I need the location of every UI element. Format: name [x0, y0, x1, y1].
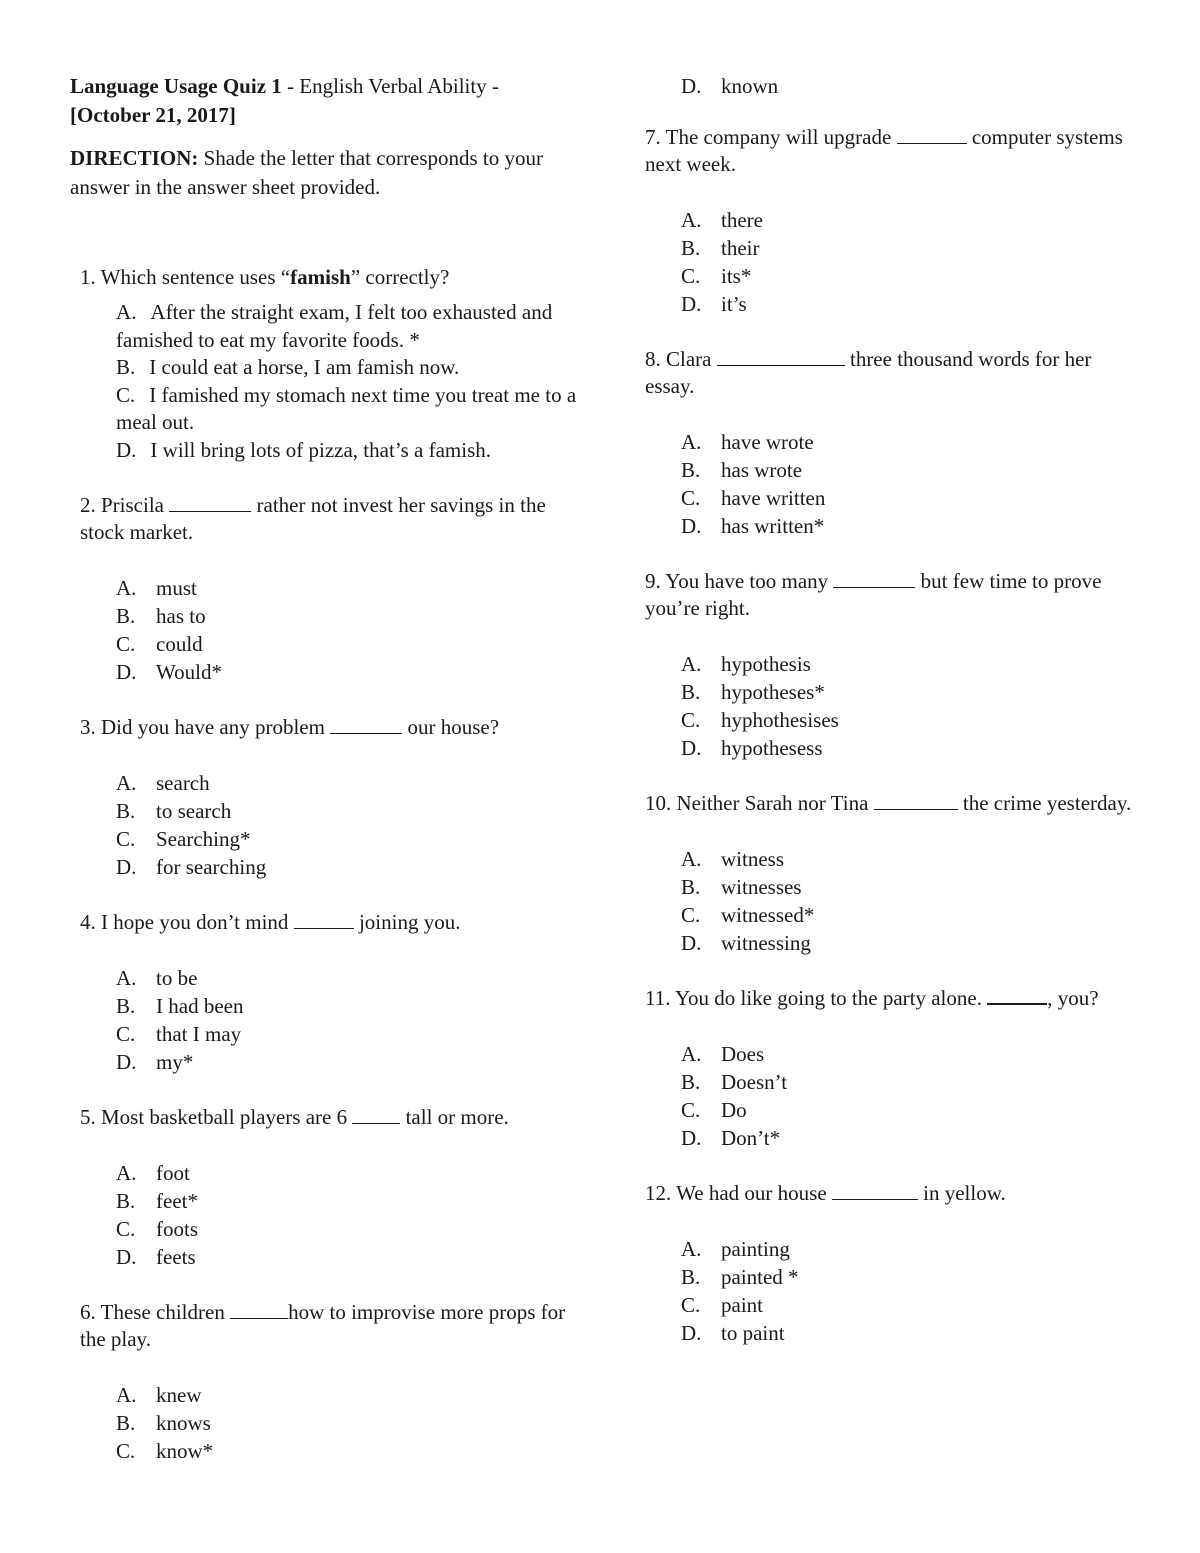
title-subject: - English Verbal Ability - — [281, 74, 499, 98]
question-text-post: rather not invest her savings in the stock market. — [80, 493, 546, 544]
option-text: hyphothesises — [721, 708, 839, 732]
option-text: has wrote — [721, 458, 803, 482]
right-column — [645, 72, 1145, 1375]
question-text-pre: 12. We had our house — [645, 1181, 832, 1205]
option-d — [645, 1124, 1145, 1152]
option-c — [70, 825, 580, 853]
question-4 — [70, 909, 580, 1076]
option-text: to search — [156, 799, 232, 823]
option-letter: C. — [681, 1293, 701, 1317]
question-7 — [645, 124, 1145, 318]
option-letter: A. — [116, 1383, 137, 1407]
question-text-post: in yellow. — [917, 1181, 1006, 1205]
option-text: foot — [156, 1161, 190, 1185]
option-letter: B. — [681, 458, 701, 482]
option-c — [645, 262, 1145, 290]
question-text-pre: 6. These children — [80, 1300, 231, 1324]
direction-label: DIRECTION: — [70, 146, 199, 170]
question-text — [80, 264, 580, 291]
option-a — [70, 299, 580, 354]
option-letter: A. — [116, 300, 137, 324]
question-text-pre: 5. Most basketball players are 6 — [80, 1105, 353, 1129]
option-a — [645, 1040, 1145, 1068]
option-letter: B. — [681, 1265, 701, 1289]
question-text — [80, 1299, 580, 1353]
option-list-continued — [645, 72, 1145, 100]
option-a — [70, 1381, 580, 1409]
option-c — [70, 1020, 580, 1048]
option-letter: B. — [681, 680, 701, 704]
option-a — [645, 1235, 1145, 1263]
question-12 — [645, 1180, 1145, 1347]
option-text: it’s — [721, 292, 747, 316]
option-text: my* — [156, 1050, 194, 1074]
option-letter: D. — [116, 1245, 137, 1269]
option-text: feets — [156, 1245, 196, 1269]
option-text: have wrote — [721, 430, 814, 454]
title-bold: Language Usage Quiz 1 — [70, 74, 282, 98]
question-text-post: but few time to prove you’re right. — [645, 569, 1102, 620]
option-d — [645, 290, 1145, 318]
option-letter: C. — [116, 1022, 136, 1046]
option-text: their — [721, 236, 760, 260]
option-letter: C. — [681, 903, 701, 927]
option-letter: B. — [681, 875, 701, 899]
question-text — [80, 909, 580, 936]
option-list — [70, 769, 580, 881]
answer-blank — [169, 493, 251, 512]
answer-blank — [717, 347, 845, 366]
option-c — [70, 1437, 580, 1465]
option-letter: A. — [681, 430, 702, 454]
option-text: for searching — [156, 855, 267, 879]
option-text: hypotheses* — [721, 680, 825, 704]
question-text-post: ” correctly? — [350, 265, 450, 289]
option-d — [70, 437, 580, 465]
option-letter: B. — [116, 1189, 136, 1213]
option-c — [70, 630, 580, 658]
question-text-post: computer systems next week. — [645, 125, 1123, 176]
option-text: search — [156, 771, 210, 795]
option-b — [645, 456, 1145, 484]
question-text — [645, 985, 1145, 1012]
question-text-post: the crime yesterday. — [957, 791, 1132, 815]
option-letter: D. — [681, 292, 702, 316]
option-text: has to — [156, 604, 206, 628]
option-letter: C. — [681, 708, 701, 732]
option-text: that I may — [156, 1022, 242, 1046]
option-text: knows — [156, 1411, 211, 1435]
option-letter: D. — [116, 437, 137, 462]
option-text: have written — [721, 486, 826, 510]
option-text: Do — [721, 1098, 747, 1122]
question-text-pre: 8. Clara — [645, 347, 717, 371]
option-letter: B. — [116, 994, 136, 1018]
option-letter: D. — [681, 1321, 702, 1345]
question-text-pre: 1. Which sentence uses “ — [80, 265, 291, 289]
option-letter: B. — [116, 355, 136, 379]
answer-blank — [987, 985, 1047, 1005]
option-list — [645, 206, 1145, 318]
question-text-pre: 10. Neither Sarah nor Tina — [645, 791, 874, 815]
option-letter: D. — [681, 1126, 702, 1150]
option-c — [645, 901, 1145, 929]
question-text-post: how to improvise more props for the play. — [80, 1300, 566, 1351]
option-text: must — [156, 576, 197, 600]
option-list — [70, 574, 580, 686]
option-a — [70, 1159, 580, 1187]
option-letter: A. — [681, 847, 702, 871]
option-list — [70, 1381, 580, 1465]
option-letter: C. — [116, 1439, 136, 1463]
question-text-pre: 9. You have too many — [645, 569, 834, 593]
answer-blank — [294, 910, 354, 929]
question-10 — [645, 790, 1145, 957]
direction-text: Shade the letter that corresponds to your answer in the answer sheet provided. — [70, 146, 544, 199]
option-b — [645, 678, 1145, 706]
question-text — [645, 1180, 1145, 1207]
option-a — [645, 650, 1145, 678]
option-d — [645, 72, 1145, 100]
option-letter: D. — [681, 931, 702, 955]
question-11 — [645, 985, 1145, 1152]
option-text: painting — [721, 1237, 790, 1261]
question-2 — [70, 492, 580, 686]
option-text: witnessed* — [721, 903, 815, 927]
question-text-post: our house? — [402, 715, 500, 739]
question-text — [80, 1104, 580, 1131]
option-text: know* — [156, 1439, 214, 1463]
option-text: Searching* — [156, 827, 251, 851]
option-text: I famished my stomach next time you treat me to a meal out. — [116, 382, 577, 434]
answer-blank — [832, 1181, 918, 1200]
option-b — [645, 234, 1145, 262]
option-b — [70, 354, 580, 382]
option-text: hypothesess — [721, 736, 823, 760]
quiz-title — [70, 72, 580, 130]
option-letter: B. — [681, 236, 701, 260]
option-letter: A. — [116, 771, 137, 795]
option-text: Would* — [156, 660, 222, 684]
option-text: its* — [721, 264, 752, 288]
option-text: I will bring lots of pizza, that’s a famish. — [150, 437, 492, 462]
option-d — [70, 658, 580, 686]
option-d — [70, 1048, 580, 1076]
question-5 — [70, 1104, 580, 1271]
question-text-pre: 2. Priscila — [80, 493, 170, 517]
option-text: I had been — [156, 994, 244, 1018]
question-text-post: three thousand words for her essay. — [645, 347, 1092, 398]
option-c — [70, 382, 580, 437]
option-letter: A. — [116, 1161, 137, 1185]
option-list — [645, 1235, 1145, 1347]
option-c — [70, 1215, 580, 1243]
option-c — [645, 1096, 1145, 1124]
option-text: After the straight exam, I felt too exhausted and famished to eat my favorite foods. * — [116, 300, 553, 352]
option-d — [645, 512, 1145, 540]
question-text — [80, 492, 580, 546]
option-text: known — [721, 74, 779, 98]
option-letter: A. — [116, 966, 137, 990]
option-text: Does — [721, 1042, 765, 1066]
option-letter: B. — [116, 604, 136, 628]
question-text-pre: 11. You do like going to the party alone. — [645, 986, 988, 1010]
option-letter: A. — [681, 1237, 702, 1261]
option-text: witness — [721, 847, 784, 871]
question-8 — [645, 346, 1145, 540]
option-letter: A. — [681, 208, 702, 232]
option-text: knew — [156, 1383, 202, 1407]
question-text-post: joining you. — [353, 910, 461, 934]
question-text — [80, 714, 580, 741]
option-letter: D. — [681, 736, 702, 760]
option-letter: C. — [681, 486, 701, 510]
option-a — [70, 574, 580, 602]
option-text: paint — [721, 1293, 763, 1317]
option-letter: D. — [681, 74, 702, 98]
option-list — [645, 1040, 1145, 1152]
option-text: to be — [156, 966, 198, 990]
option-text: Doesn’t — [721, 1070, 788, 1094]
option-letter: D. — [116, 660, 137, 684]
option-b — [645, 1068, 1145, 1096]
option-letter: C. — [116, 1217, 136, 1241]
answer-blank — [833, 569, 915, 588]
option-letter: D. — [116, 855, 137, 879]
option-letter: C. — [116, 632, 136, 656]
option-a — [645, 206, 1145, 234]
option-a — [645, 428, 1145, 456]
option-text: to paint — [721, 1321, 785, 1345]
option-letter: C. — [116, 827, 136, 851]
option-a — [70, 769, 580, 797]
answer-blank — [352, 1105, 400, 1124]
answer-blank — [330, 715, 402, 734]
option-text: there — [721, 208, 763, 232]
option-text: I could eat a horse, I am famish now. — [149, 355, 460, 379]
option-d — [645, 1319, 1145, 1347]
option-d — [70, 853, 580, 881]
answer-blank — [897, 125, 967, 144]
option-letter: A. — [116, 576, 137, 600]
question-3 — [70, 714, 580, 881]
left-column — [70, 72, 580, 1493]
option-text: witnessing — [721, 931, 811, 955]
option-list — [645, 845, 1145, 957]
option-letter: C. — [681, 1098, 701, 1122]
question-text-post: tall or more. — [400, 1105, 509, 1129]
question-9 — [645, 568, 1145, 762]
option-a — [645, 845, 1145, 873]
option-letter: D. — [116, 1050, 137, 1074]
question-text-post: , you? — [1047, 986, 1099, 1010]
option-b — [70, 797, 580, 825]
option-text: witnesses — [721, 875, 802, 899]
option-letter: A. — [681, 652, 702, 676]
option-letter: A. — [681, 1042, 702, 1066]
title-date: [October 21, 2017] — [70, 103, 236, 127]
option-b — [70, 1409, 580, 1437]
option-a — [70, 964, 580, 992]
question-6 — [70, 1299, 580, 1465]
option-b — [70, 1187, 580, 1215]
question-text-pre: 3. Did you have any problem — [80, 715, 331, 739]
question-text-pre: 7. The company will upgrade — [645, 125, 897, 149]
option-letter: C. — [116, 382, 136, 407]
option-letter: D. — [681, 514, 702, 538]
option-b — [70, 992, 580, 1020]
question-text — [645, 124, 1145, 178]
option-text: Don’t* — [721, 1126, 781, 1150]
question-keyword: famish — [290, 265, 351, 289]
option-text: feet* — [156, 1189, 198, 1213]
direction-paragraph — [70, 144, 580, 202]
option-d — [70, 1243, 580, 1271]
option-list — [645, 650, 1145, 762]
question-text — [645, 790, 1145, 817]
option-list — [70, 964, 580, 1076]
option-text: hypothesis — [721, 652, 811, 676]
option-c — [645, 484, 1145, 512]
option-list — [645, 428, 1145, 540]
question-1 — [70, 264, 580, 464]
question-text — [645, 346, 1145, 400]
option-letter: B. — [116, 1411, 136, 1435]
question-text — [645, 568, 1145, 622]
option-letter: B. — [681, 1070, 701, 1094]
option-d — [645, 929, 1145, 957]
option-list — [70, 1159, 580, 1271]
option-text: foots — [156, 1217, 198, 1241]
option-letter: B. — [116, 799, 136, 823]
option-d — [645, 734, 1145, 762]
option-text: painted * — [721, 1265, 799, 1289]
option-c — [645, 1291, 1145, 1319]
option-text: has written* — [721, 514, 825, 538]
answer-blank — [874, 791, 958, 810]
question-text-pre: 4. I hope you don’t mind — [80, 910, 294, 934]
option-text: could — [156, 632, 203, 656]
option-b — [70, 602, 580, 630]
answer-blank — [230, 1300, 288, 1319]
option-b — [645, 873, 1145, 901]
option-letter: C. — [681, 264, 701, 288]
option-c — [645, 706, 1145, 734]
option-list — [70, 299, 580, 464]
option-b — [645, 1263, 1145, 1291]
